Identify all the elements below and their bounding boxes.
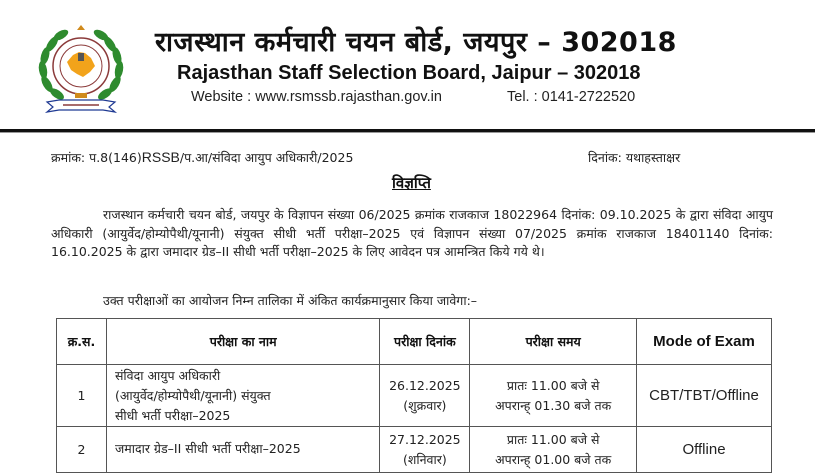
exam-time-start: प्रातः 11.00 बजे से bbox=[506, 377, 600, 393]
notice-paragraph-2: उक्त परीक्षाओं का आयोजन निम्न तालिका में अंकित कार्यक्रमानुसार किया जावेगा:– bbox=[103, 293, 478, 308]
header-serial: क्र.स. bbox=[57, 319, 107, 365]
notice-heading: विज्ञप्ति bbox=[392, 174, 431, 192]
cell-exam-name: जमादार ग्रेड–II सीधी भर्ती परीक्षा–2025 bbox=[106, 427, 379, 473]
exam-name-line1: संविदा आयुप अधिकारी bbox=[114, 367, 221, 383]
reference-number bbox=[51, 149, 353, 166]
exam-day: (शुक्रवार) bbox=[403, 397, 447, 413]
cell-exam-time bbox=[470, 427, 637, 473]
cell-exam-name bbox=[106, 365, 379, 427]
cell-exam-date bbox=[380, 427, 470, 473]
reference-prefix: क्रमांक: प.8(146) bbox=[51, 150, 142, 165]
cell-serial: 1 bbox=[57, 365, 107, 427]
website-text: Website : www.rsmssb.rajasthan.gov.in bbox=[191, 89, 442, 105]
board-title-english: Rajasthan Staff Selection Board, Jaipur – 302018 bbox=[177, 62, 641, 84]
cell-mode: CBT/TBT/Offline bbox=[637, 365, 772, 427]
exam-name-line3: सीधी भर्ती परीक्षा–2025 bbox=[114, 407, 231, 423]
header-divider bbox=[0, 129, 815, 133]
exam-time-start: प्रातः 11.00 बजे से bbox=[506, 431, 600, 447]
cell-mode: Offline bbox=[637, 427, 772, 473]
table-row bbox=[57, 365, 772, 427]
cell-serial: 2 bbox=[57, 427, 107, 473]
exam-date: 27.12.2025 bbox=[389, 431, 461, 447]
telephone-text: Tel. : 0141-2722520 bbox=[507, 89, 636, 105]
header-exam-date-line1: परीक्षा bbox=[394, 333, 422, 349]
header-mode: Mode of Exam bbox=[637, 319, 772, 365]
exam-name-line2: (आयुर्वेद/होम्योपैथी/यूनानी) संयुक्त bbox=[114, 387, 271, 403]
table-row bbox=[57, 427, 772, 473]
notice-paragraph-text: राजस्थान कर्मचारी चयन बोर्ड, जयपुर के विज्ञापन संख्या 06/2025 क्रमांक राजकाज 18022964 दिनांक: 09.10.2025 के द्वारा संविदा आयुप अधिकारी (आयुर्वेद/होम्योपैथी/यूनानी) संयुक्त सीधी भर्ती परीक्षा–2025 एवं विज्ञापन संख्या 07/2025 क्रमांक राजकाज 18401140 दिनांक: 16.10.2025 के द्वारा जमादार ग्रेड–II सीधी भर्ती परीक्षा–2025 के लिए आवेदन पत्र आमन्त्रित किये गये थे। bbox=[51, 207, 773, 259]
notice-paragraph bbox=[51, 206, 773, 262]
exam-time-end: अपरान्ह् 01.30 बजे तक bbox=[495, 397, 612, 413]
board-title-hindi: राजस्थान कर्मचारी चयन बोर्ड, जयपुर – 302018 bbox=[155, 27, 677, 58]
exam-time-end: अपरान्ह् 01.00 बजे तक bbox=[495, 451, 612, 467]
exam-day: (शनिवार) bbox=[402, 451, 447, 467]
table-header-row bbox=[57, 319, 772, 365]
cell-exam-time bbox=[470, 365, 637, 427]
header-exam-time: परीक्षा समय bbox=[470, 319, 637, 365]
reference-code: RSSB bbox=[141, 149, 180, 165]
reference-suffix: /प.आ/संविदा आयुप अधिकारी/2025 bbox=[179, 150, 354, 165]
header-exam-name: परीक्षा का नाम bbox=[106, 319, 379, 365]
header-exam-date bbox=[380, 319, 470, 365]
cell-exam-date bbox=[380, 365, 470, 427]
rsmssb-emblem-icon bbox=[33, 22, 129, 114]
header-exam-date-line2: दिनांक bbox=[426, 333, 456, 349]
exam-date: 26.12.2025 bbox=[389, 377, 461, 393]
date-line: दिनांक: यथाहस्ताक्षर bbox=[588, 150, 681, 165]
exam-schedule-table bbox=[56, 318, 772, 473]
